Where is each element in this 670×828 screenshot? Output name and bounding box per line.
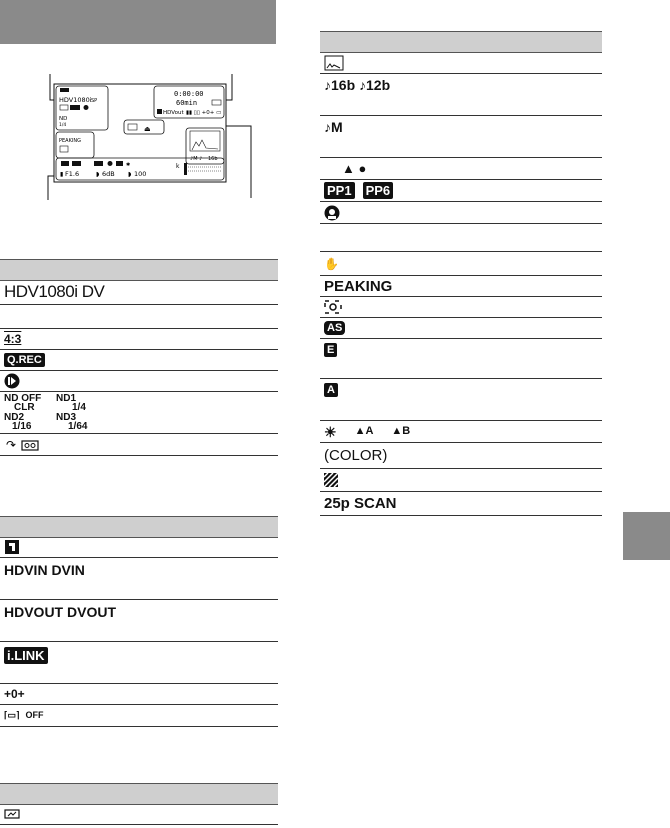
- svg-text:60min: 60min: [176, 99, 198, 107]
- table-row: [0, 350, 278, 371]
- table-row: [320, 492, 602, 516]
- svg-text:◗: ◗: [96, 170, 100, 178]
- left-table3: [0, 804, 278, 825]
- left-table1-header: [0, 259, 278, 281]
- play-record-icon: [4, 373, 20, 389]
- table-row: [0, 600, 278, 642]
- expanded-focus-icon: [324, 300, 342, 314]
- svg-text:ND: ND: [59, 116, 68, 122]
- pp6-icon: PP6: [363, 182, 394, 199]
- right-table: [320, 52, 602, 516]
- table-row: [320, 116, 602, 158]
- left-table2-header: [0, 516, 278, 538]
- audio-mono-icon: ♪M: [324, 119, 343, 135]
- svg-text:1/4: 1/4: [59, 123, 67, 128]
- table-row: [320, 276, 602, 297]
- right-table-header: [320, 31, 602, 53]
- svg-text:⏏: ⏏: [144, 125, 151, 133]
- left-table1: [0, 280, 278, 456]
- table-row: [0, 371, 278, 392]
- peaking-icon: PEAKING: [324, 277, 393, 295]
- table-row: [0, 392, 278, 434]
- svg-text:F1.6: F1.6: [65, 170, 80, 178]
- table-row: [320, 224, 602, 252]
- table-row: [0, 642, 278, 684]
- table-row: [0, 305, 278, 329]
- histogram-icon: [324, 55, 344, 71]
- pp1-icon: PP1: [324, 182, 355, 199]
- auto-exposure-icon: A: [324, 383, 338, 397]
- hdv-dv-icon: HDV1080i DV: [4, 282, 105, 301]
- table-row: [320, 180, 602, 202]
- steadyshot-off-icon: ✋: [324, 256, 339, 271]
- svg-text:▮: ▮: [60, 171, 64, 178]
- table-row: [0, 705, 278, 727]
- table-row: [0, 558, 278, 600]
- table-row: [320, 339, 602, 379]
- svg-text:16b: 16b: [208, 156, 218, 162]
- light-off-icon: ⌈▭⌉ OFF: [4, 710, 44, 720]
- left-table2: [0, 537, 278, 727]
- table-row: [320, 443, 602, 469]
- table-row: [320, 202, 602, 224]
- svg-text:k: k: [176, 163, 180, 170]
- table-row: [320, 158, 602, 180]
- qrec-icon: Q.REC: [4, 353, 45, 367]
- svg-text:SP: SP: [91, 98, 98, 104]
- white-balance-icons: ☀ ▲A ▲B: [324, 423, 411, 440]
- table-row: [320, 252, 602, 276]
- svg-text:▮▮ ▯▯ +0+ ▭: ▮▮ ▯▯ +0+ ▭: [186, 110, 222, 116]
- aspect-4-3-icon: 4:3: [4, 332, 22, 346]
- camera-mode-icon: [4, 539, 20, 555]
- left-table3-header: [0, 783, 278, 805]
- svg-text:↷: ↷: [6, 437, 17, 452]
- table-row: [320, 318, 602, 339]
- table-row: [320, 297, 602, 318]
- screen-counter: 0:00:00: [174, 90, 204, 98]
- zero-set-icon: +0+: [4, 687, 25, 701]
- auto-shutter-icon: AS: [324, 321, 345, 335]
- table-row: [0, 329, 278, 350]
- table-row: [320, 74, 602, 116]
- svg-text:100: 100: [134, 170, 147, 178]
- svg-text:✱: ✱: [126, 162, 131, 168]
- table-row: [320, 52, 602, 74]
- screen-hdv-text: HDV1080i: [59, 96, 92, 104]
- svg-text:◗: ◗: [128, 170, 132, 178]
- screen-diagram: [36, 70, 268, 210]
- hdvin-dvin-icon: HDVIN DVIN: [4, 562, 85, 578]
- audio-bit-icon: ♪16b ♪12b: [324, 77, 391, 93]
- scan-25p-icon: 25p SCAN: [324, 495, 397, 512]
- section-header-block: [0, 0, 276, 44]
- table-row: [0, 684, 278, 705]
- svg-text:6dB: 6dB: [102, 170, 115, 178]
- zebra-icon: [324, 473, 338, 487]
- table-row: [0, 280, 278, 305]
- table-row: [0, 537, 278, 558]
- face-detect-icon: [324, 205, 340, 221]
- svg-text:♪M ♪: ♪M ♪: [190, 156, 203, 162]
- table-row: [320, 379, 602, 421]
- table-row: [0, 804, 278, 825]
- table-row: [0, 434, 278, 456]
- table-row: [320, 469, 602, 492]
- table-row: [320, 421, 602, 443]
- cassette-icon: [4, 808, 20, 820]
- ilink-icon: i.LINK: [4, 647, 48, 664]
- svg-text:HDVout: HDVout: [163, 110, 184, 116]
- portrait-landscape-icons: ▲ ●: [342, 161, 367, 176]
- hdvout-dvout-icon: HDVOUT DVOUT: [4, 604, 116, 620]
- exposure-icon: E: [324, 343, 337, 357]
- nd-filter-icons: ND OFF CLR ND1 1/4 ND2 1/16 ND3 1/64: [4, 393, 88, 432]
- chapter-tab: [623, 512, 670, 560]
- color-icon: (COLOR): [324, 447, 388, 464]
- svg-text:PEAKING: PEAKING: [59, 138, 81, 144]
- tape-icons: [4, 437, 40, 453]
